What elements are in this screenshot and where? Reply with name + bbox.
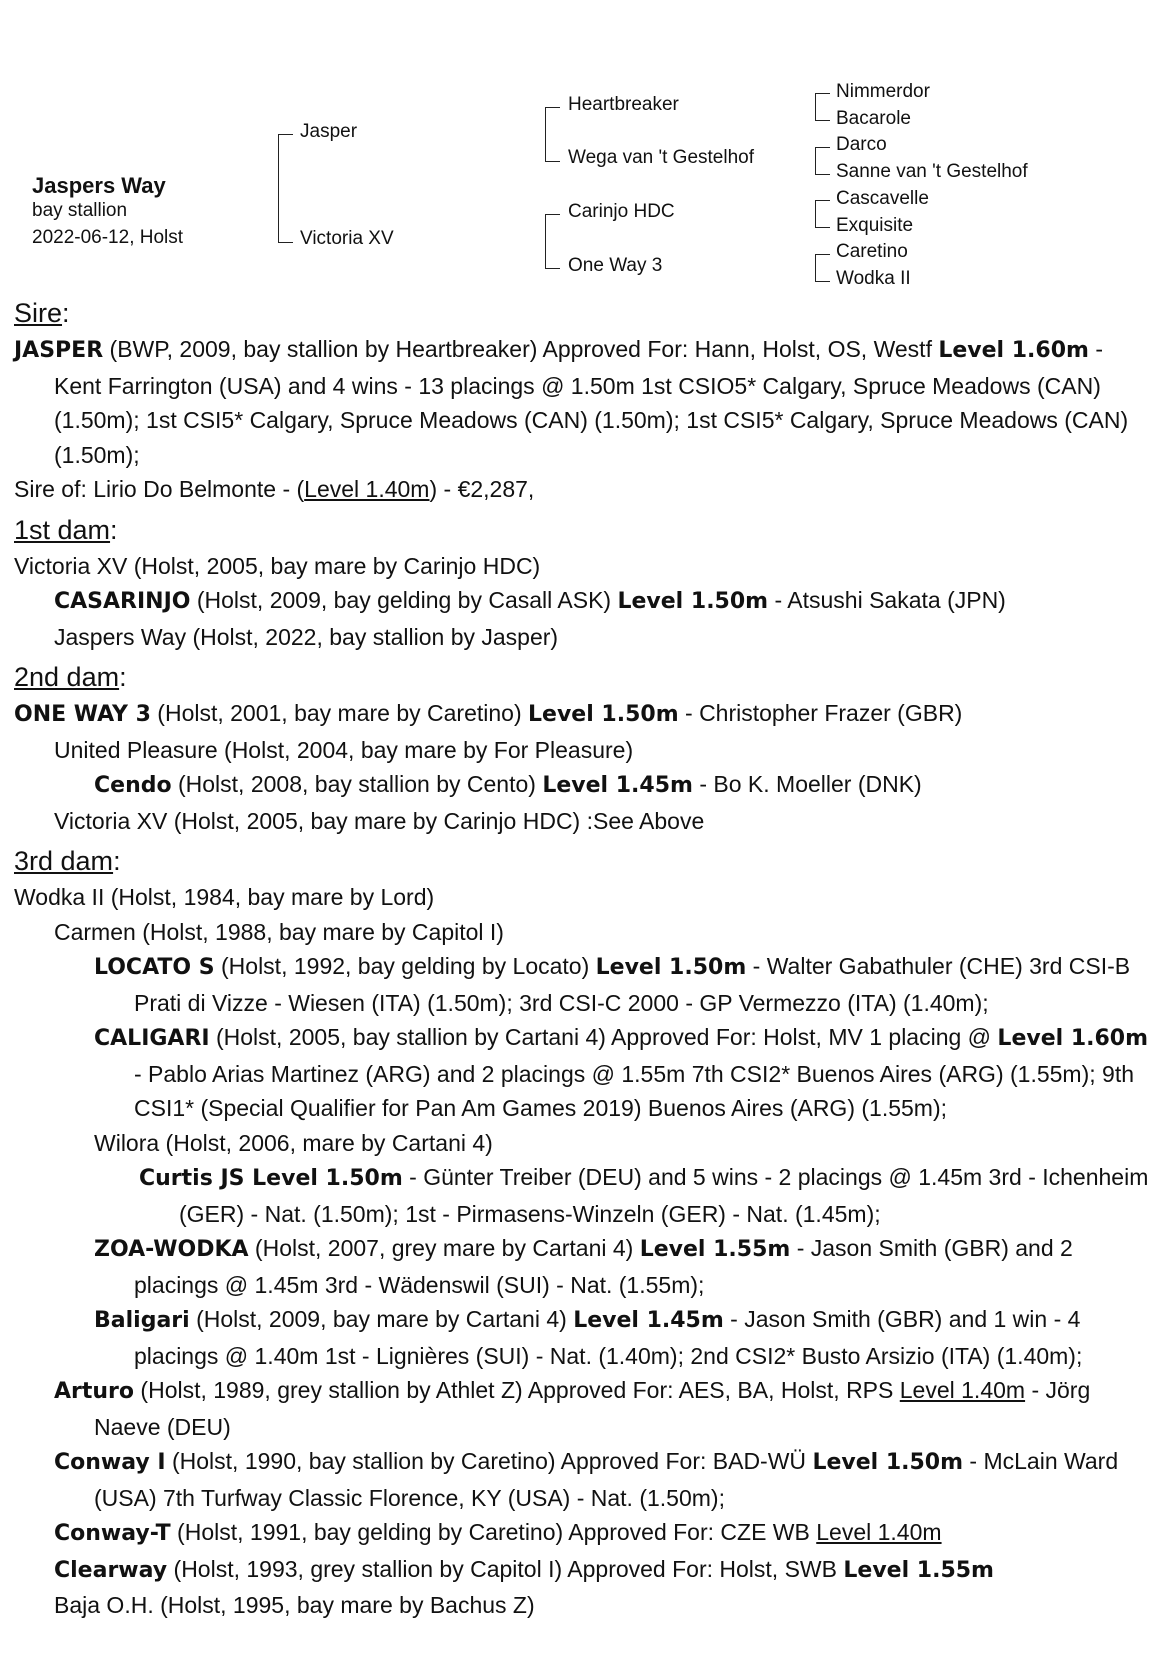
pedigree-entry: Victoria XV (Holst, 2005, bay mare by Carinjo HDC) (14, 552, 541, 579)
pedigree-entry: Baja O.H. (Holst, 1995, bay mare by Bachus Z) (54, 1592, 535, 1618)
gen1-bracket (278, 134, 293, 243)
gen3-bracket (815, 254, 830, 282)
gen3-name: Wodka II (836, 268, 911, 289)
gen2-name: Carinjo HDC (568, 201, 675, 222)
section-heading: 3rd dam: (14, 846, 121, 876)
gen2-bracket-sire (545, 107, 560, 162)
pedigree-chart (0, 0, 1167, 310)
pedigree-entry: JASPER (BWP, 2009, bay stallion by Heartbreaker) Approved For: Hann, Holst, OS, Westf Level 1.60m - Kent Farrington (USA) and 4 wins - 13 placings @ 1.50m 1st CSIO5* Calgary, Spruce Meadows (CAN) (1.50m); 1st CSI5* Calgary, Spruce Meadows (CAN) (1.50m); 1st CSI5* Calgary, Spruce Meadows (CAN) (1.50m); (14, 336, 1129, 468)
subject-name: Jaspers Way (32, 173, 166, 198)
gen2-bracket-dam (545, 214, 560, 269)
sire-name: Jasper (300, 121, 358, 142)
pedigree-entry: CALIGARI (Holst, 2005, bay stallion by Cartani 4) Approved For: Holst, MV 1 placing @ Level 1.60m - Pablo Arias Martinez (ARG) and 2 placings @ 1.55m 7th CSI2* Buenos Aires (ARG) (1.55m); 9th CSI1* (Special Qualifier for Pan Am Games 2019) Buenos Aires (ARG) (1.55m); (94, 1024, 1149, 1121)
section-heading: Sire: (14, 298, 70, 328)
pedigree-entry: Wilora (Holst, 2006, mare by Cartani 4) (94, 1129, 493, 1156)
gen3-name: Darco (836, 134, 887, 155)
pedigree-entry: Cendo (Holst, 2008, bay stallion by Cento) Level 1.45m - Bo K. Moeller (DNK) (94, 771, 922, 798)
pedigree-entry: Victoria XV (Holst, 2005, bay mare by Carinjo HDC) :See Above (54, 807, 705, 834)
pedigree-entry: Baligari (Holst, 2009, bay mare by Cartani 4) Level 1.45m - Jason Smith (GBR) and 1 win - 4 placings @ 1.40m 1st - Lignières (SUI) - Nat. (1.40m); 2nd CSI2* Busto Arsizio (ITA) (1.40m); (94, 1306, 1083, 1369)
pedigree-entry: Arturo (Holst, 1989, grey stallion by Athlet Z) Approved For: AES, BA, Holst, RPS Level 1.40m - Jörg Naeve (DEU) (54, 1377, 1091, 1440)
pedigree-entry: Carmen (Holst, 1988, bay mare by Capitol I) (54, 918, 504, 945)
dam-name: Victoria XV (300, 228, 394, 249)
pedigree-entry: United Pleasure (Holst, 2004, bay mare by For Pleasure) (54, 736, 634, 763)
gen2-name: Wega van 't Gestelhof (568, 147, 754, 168)
gen3-name: Nimmerdor (836, 81, 930, 102)
pedigree-entry: ONE WAY 3 (Holst, 2001, bay mare by Caretino) Level 1.50m - Christopher Frazer (GBR) (14, 700, 963, 727)
pedigree-text (14, 290, 1154, 1623)
gen3-bracket (815, 93, 830, 121)
pedigree-entry: Jaspers Way (Holst, 2022, bay stallion by Jasper) (54, 623, 559, 650)
gen3-name: Cascavelle (836, 188, 929, 209)
gen3-name: Caretino (836, 241, 908, 262)
gen2-name: Heartbreaker (568, 94, 679, 115)
gen3-bracket (815, 147, 830, 175)
subject-birth: 2022-06-12, Holst (32, 227, 184, 248)
pedigree-entry: CASARINJO (Holst, 2009, bay gelding by Casall ASK) Level 1.50m - Atsushi Sakata (JPN) (54, 587, 1006, 614)
pedigree-entry: Curtis JS Level 1.50m - Günter Treiber (DEU) and 5 wins - 2 placings @ 1.45m 3rd - Ichenheim (GER) - Nat. (1.50m); 1st - Pirmasens-Winzeln (GER) - Nat. (1.45m); (139, 1164, 1149, 1227)
gen3-name: Exquisite (836, 215, 914, 236)
section-heading: 2nd dam: (14, 662, 127, 692)
pedigree-entry: ZOA-WODKA (Holst, 2007, grey mare by Cartani 4) Level 1.55m - Jason Smith (GBR) and 2 placings @ 1.45m 3rd - Wädenswil (SUI) - Nat. (1.55m); (94, 1235, 1073, 1298)
gen3-bracket (815, 200, 830, 228)
pedigree-entry: Clearway (Holst, 1993, grey stallion by Capitol I) Approved For: Holst, SWB Level 1.55m (54, 1555, 994, 1583)
pedigree-entry: Conway-T (Holst, 1991, bay gelding by Caretino) Approved For: CZE WB Level 1.40m (54, 1519, 942, 1546)
pedigree-entry: LOCATO S (Holst, 1992, bay gelding by Locato) Level 1.50m - Walter Gabathuler (CHE) 3rd CSI-B Prati di Vizze - Wiesen (ITA) (1.50m); 3rd CSI-C 2000 - GP Vermezzo (ITA) (1.40m); (94, 953, 1131, 1016)
subject-description: bay stallion (32, 200, 128, 221)
pedigree-entry: Conway I (Holst, 1990, bay stallion by Caretino) Approved For: BAD-WÜ Level 1.50m - McLain Ward (USA) 7th Turfway Classic Florence, KY (USA) - Nat. (1.50m); (54, 1448, 1119, 1511)
section-heading: 1st dam: (14, 514, 118, 545)
pedigree-entry: Sire of: Lirio Do Belmonte - (Level 1.40m) - €2,287, (14, 476, 535, 502)
pedigree-entry: Wodka II (Holst, 1984, bay mare by Lord) (14, 884, 435, 910)
gen2-name: One Way 3 (568, 255, 663, 276)
gen3-name: Sanne van 't Gestelhof (836, 161, 1028, 182)
gen3-name: Bacarole (836, 108, 911, 129)
